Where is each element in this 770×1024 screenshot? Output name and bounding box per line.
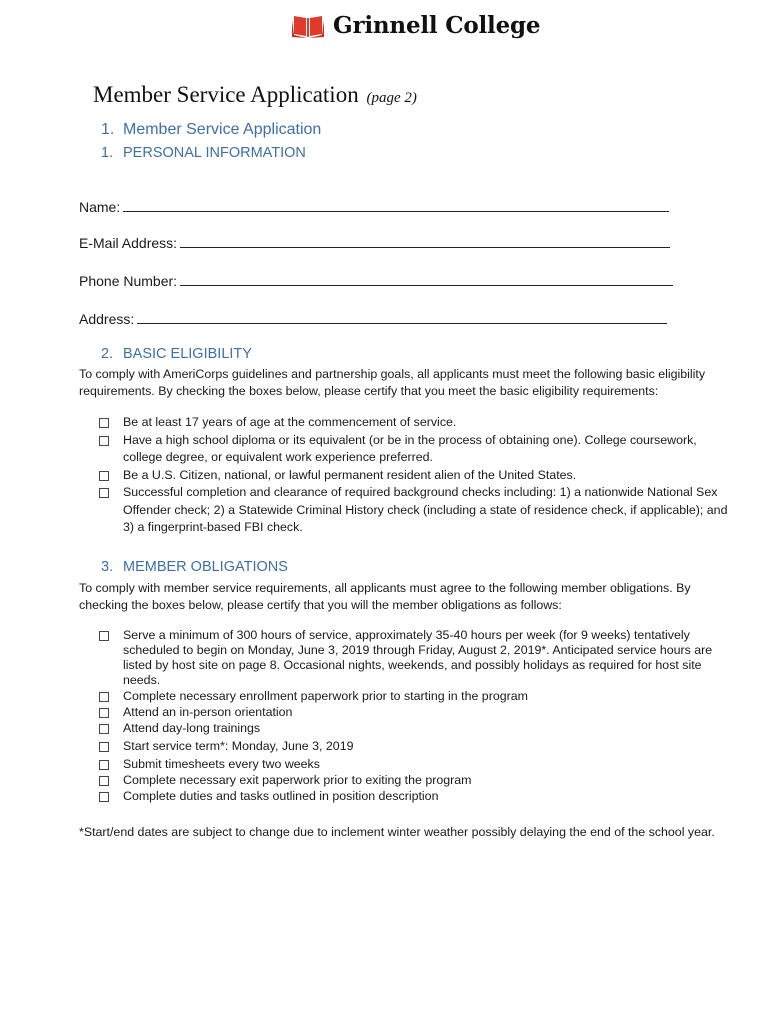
footnote: *Start/end dates are subject to change due to inclement winter weather possibly delaying the end of the school year. <box>79 825 715 839</box>
eligibility-checklist <box>99 414 739 537</box>
checklist-item <box>99 432 739 467</box>
college-logo <box>292 12 540 39</box>
page-title-sub: (page 2) <box>366 90 417 106</box>
checklist-item-text: Complete necessary exit paperwork prior to exiting the program <box>123 773 472 787</box>
checkbox[interactable] <box>99 471 109 481</box>
checklist-item-text: Be a U.S. Citizen, national, or lawful permanent resident alien of the United States. <box>123 467 577 482</box>
email-label: E-Mail Address: <box>79 235 178 251</box>
checklist-item-text: Successful completion and clearance of required background checks including: 1) a nationwide National Sex Offender check; 2) a Statewide Criminal History check (including a state of residence check, if applicable); and 3) a fingerprint-based FBI check. <box>123 485 728 534</box>
checklist-item-text: Complete necessary enrollment paperwork prior to starting in the program <box>123 689 528 703</box>
checklist-item <box>99 757 739 772</box>
checkbox[interactable] <box>99 724 109 734</box>
page-title-main: Member Service Application <box>93 82 359 107</box>
obligations-checklist <box>99 628 739 804</box>
section-heading-eligibility <box>101 346 252 362</box>
name-input-line[interactable] <box>123 198 669 212</box>
checklist-item-text: Have a high school diploma or its equivalent (or be in the process of obtaining one). College coursework, college degree, or equivalent work experience preferred. <box>123 432 697 464</box>
eligibility-intro: To comply with AmeriCorps guidelines and partnership goals, all applicants must meet the following basic eligibility requirements. By checking the boxes below, please certify that you meet the basic eligibility requirements: <box>79 367 706 398</box>
checklist-item-text: Be at least 17 years of age at the commencement of service. <box>123 415 457 429</box>
address-input-line[interactable] <box>137 310 667 324</box>
checkbox[interactable] <box>99 436 109 446</box>
section-label: BASIC ELIGIBILITY <box>123 346 252 362</box>
checklist-item <box>99 721 739 736</box>
checkbox[interactable] <box>99 692 109 702</box>
checkbox[interactable] <box>99 742 109 752</box>
section-label: MEMBER OBLIGATIONS <box>123 559 288 575</box>
name-label: Name: <box>79 199 121 215</box>
checklist-item <box>99 414 739 432</box>
checklist-item <box>99 484 739 537</box>
section-number: 3. <box>101 559 114 575</box>
address-label: Address: <box>79 311 135 327</box>
checklist-item-text: Complete duties and tasks outlined in position description <box>123 789 439 803</box>
checklist-item <box>99 628 739 688</box>
checkbox[interactable] <box>99 776 109 786</box>
checklist-item-text: Submit timesheets every two weeks <box>123 757 320 771</box>
phone-field[interactable] <box>79 272 673 289</box>
email-field[interactable] <box>79 234 670 251</box>
name-field[interactable] <box>79 198 669 215</box>
checklist-item <box>99 467 739 485</box>
checkbox[interactable] <box>99 708 109 718</box>
open-book-icon <box>292 14 324 38</box>
phone-label: Phone Number: <box>79 273 178 289</box>
section-heading-personal <box>101 145 306 161</box>
outline-label: Member Service Application <box>123 121 322 138</box>
checklist-item <box>99 705 739 720</box>
phone-input-line[interactable] <box>180 272 673 286</box>
outline-heading-application <box>101 121 321 139</box>
checkbox[interactable] <box>99 418 109 428</box>
checklist-item <box>99 689 739 704</box>
checklist-item-text: Attend an in-person orientation <box>123 705 293 719</box>
checklist-item-text: Start service term*: Monday, June 3, 2019 <box>123 739 354 753</box>
section-number: 1. <box>101 145 114 161</box>
checklist-item <box>99 739 739 754</box>
section-label: PERSONAL INFORMATION <box>123 145 306 161</box>
checklist-item <box>99 773 739 788</box>
checklist-item <box>99 789 739 804</box>
obligations-intro: To comply with member service requirements, all applicants must agree to the following member obligations. By checking the boxes below, please certify that you will the member obligations as follows: <box>79 581 691 612</box>
outline-number: 1. <box>101 121 115 138</box>
section-number: 2. <box>101 346 114 362</box>
checkbox[interactable] <box>99 760 109 770</box>
checkbox[interactable] <box>99 792 109 802</box>
page-title <box>93 82 417 108</box>
checkbox[interactable] <box>99 488 109 498</box>
address-field[interactable] <box>79 310 667 327</box>
checkbox[interactable] <box>99 631 109 641</box>
checklist-item-text: Attend day-long trainings <box>123 721 261 735</box>
email-input-line[interactable] <box>180 234 670 248</box>
section-heading-obligations <box>101 559 288 575</box>
checklist-item-text: Serve a minimum of 300 hours of service, approximately 35-40 hours per week (for 9 weeks) tentatively scheduled to begin on Monday, June 3, 2019 through Friday, August 2, 2019*. Anticipated service hours are listed by host site on page 8. Occasional nights, weekends, and possibly holidays as required for host site needs. <box>123 628 713 687</box>
brand-name: Grinnell College <box>333 12 541 39</box>
